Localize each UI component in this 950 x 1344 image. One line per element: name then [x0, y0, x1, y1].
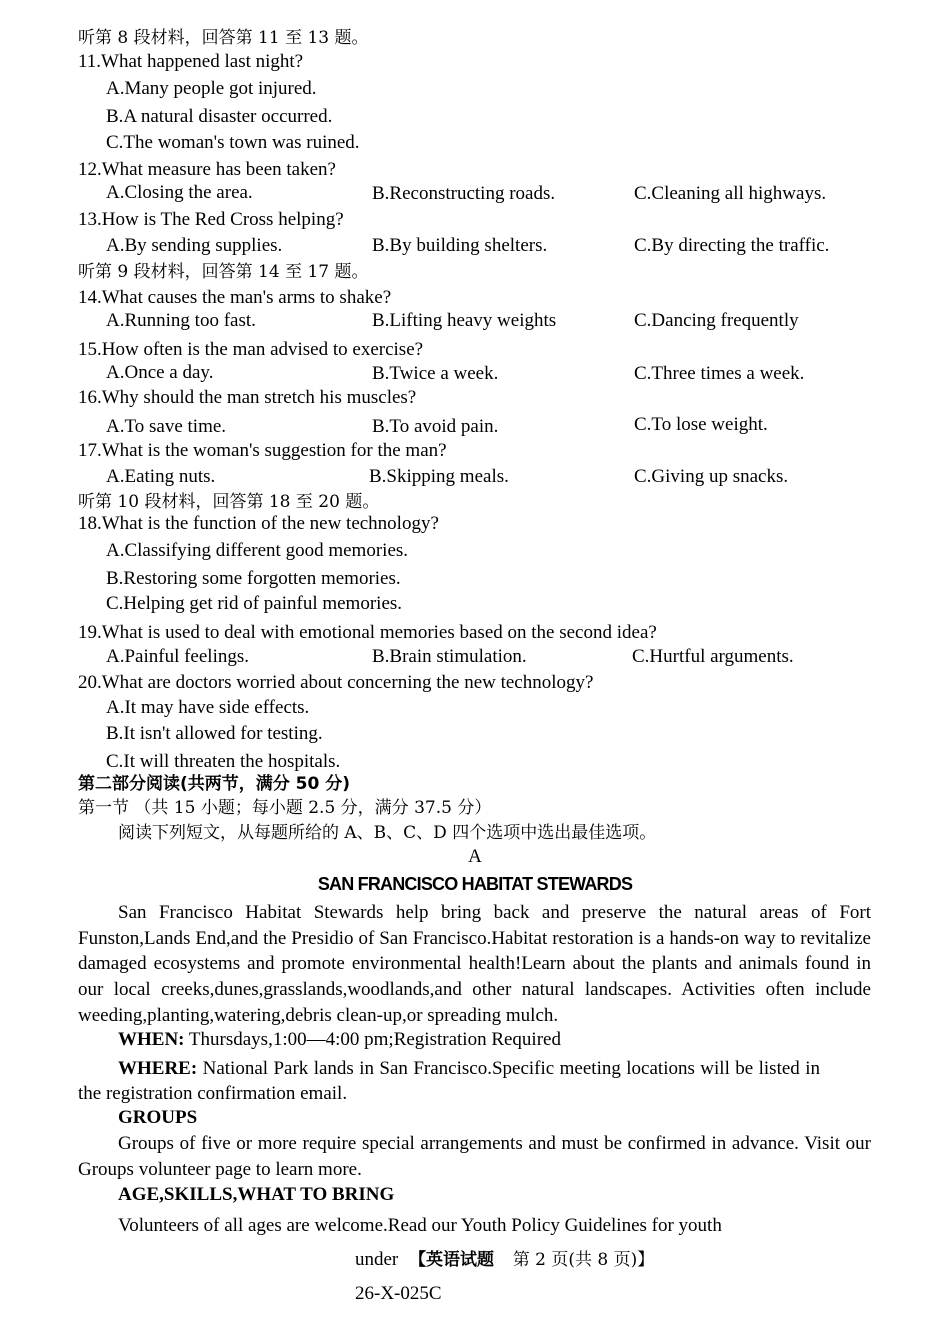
- question-13-option-c: C.By directing the traffic.: [634, 235, 830, 256]
- question-17-stem: 17.What is the woman's suggestion for the man?: [78, 440, 447, 461]
- question-12-option-a: A.Closing the area.: [106, 182, 253, 203]
- page-footer: [355, 1248, 654, 1272]
- passage-title: SAN FRANCISCO HABITAT STEWARDS: [317, 874, 633, 894]
- groups-heading: GROUPS: [118, 1107, 198, 1128]
- question-19-stem: 19.What is used to deal with emotional memories based on the second idea?: [78, 622, 657, 643]
- section-1-title: 第一节 （共 15 小题；每小题 2.5 分，满分 37.5 分）: [78, 798, 492, 818]
- question-11-stem: 11.What happened last night?: [78, 51, 304, 72]
- question-14-option-c: C.Dancing frequently: [634, 310, 799, 331]
- age-skills-paragraph: Volunteers of all ages are welcome.Read our Youth Policy Guidelines for youth: [118, 1215, 722, 1236]
- where-paragraph: [78, 1056, 820, 1106]
- question-18-option-a: A.Classifying different good memories.: [106, 540, 409, 561]
- intro-paragraph: San Francisco Habitat Stewards help bring back and preserve the natural areas of Fort Funston,Lands End,and the Presidio of San Francisco.Habitat restoration is a hands-on way to revitalize damaged ecosystems and promote environmental health!Learn about the plants and animals found in our local creeks,dunes,grasslands,woodlands,and other natural landscapes. Activities often include weeding,planting,watering,debris clean-up,or spreading mulch.: [78, 902, 871, 1026]
- question-18-stem: 18.What is the function of the new technology?: [78, 513, 439, 534]
- question-20-option-a: A.It may have side effects.: [106, 697, 310, 718]
- question-20-stem: 20.What are doctors worried about concerning the new technology?: [78, 672, 594, 693]
- where-label: WHERE:: [118, 1058, 198, 1079]
- reading-instruction: 阅读下列短文，从每题所给的 A、B、C、D 四个选项中选出最佳选项。: [118, 823, 657, 843]
- where-text: National Park lands in San Francisco.Specific meeting locations will be listed in the registration confirmation email.: [78, 1058, 820, 1104]
- footer-under: under: [355, 1249, 399, 1270]
- question-16-stem: 16.Why should the man stretch his muscles?: [78, 387, 417, 408]
- question-12-option-c: C.Cleaning all highways.: [634, 183, 827, 204]
- question-19-option-c: C.Hurtful arguments.: [632, 646, 794, 667]
- section-9-header: 听第 9 段材料，回答第 14 至 17 题。: [78, 262, 369, 282]
- question-14-option-b: B.Lifting heavy weights: [372, 310, 557, 331]
- footer-page-number: 第 2 页(共 8 页)】: [512, 1250, 655, 1270]
- question-17-option-a: A.Eating nuts.: [106, 466, 216, 487]
- question-15-option-b: B.Twice a week.: [372, 363, 499, 384]
- when-line: [118, 1028, 561, 1052]
- question-17-option-c: C.Giving up snacks.: [634, 466, 789, 487]
- footer-subject: 【英语试题: [409, 1250, 495, 1270]
- question-18-option-b: B.Restoring some forgotten memories.: [106, 568, 401, 589]
- question-12-option-b: B.Reconstructing roads.: [372, 183, 556, 204]
- question-14-option-a: A.Running too fast.: [106, 310, 256, 331]
- question-12-stem: 12.What measure has been taken?: [78, 159, 336, 180]
- question-13-option-a: A.By sending supplies.: [106, 235, 283, 256]
- question-16-option-a: A.To save time.: [106, 416, 227, 437]
- question-16-option-b: B.To avoid pain.: [372, 416, 499, 437]
- question-16-option-c: C.To lose weight.: [634, 414, 768, 435]
- section-10-header: 听第 10 段材料，回答第 18 至 20 题。: [78, 492, 380, 512]
- footer-code: 26-X-025C: [355, 1283, 442, 1304]
- passage-letter: A: [468, 846, 482, 867]
- question-20-option-c: C.It will threaten the hospitals.: [106, 751, 341, 772]
- question-13-option-b: B.By building shelters.: [372, 235, 548, 256]
- question-20-option-b: B.It isn't allowed for testing.: [106, 723, 323, 744]
- when-text: Thursdays,1:00—4:00 pm;Registration Required: [188, 1029, 561, 1050]
- age-skills-heading: AGE,SKILLS,WHAT TO BRING: [118, 1184, 395, 1205]
- question-11-option-a: A.Many people got injured.: [106, 78, 317, 99]
- question-13-stem: 13.How is The Red Cross helping?: [78, 209, 344, 230]
- question-15-option-c: C.Three times a week.: [634, 363, 805, 384]
- question-19-option-a: A.Painful feelings.: [106, 646, 250, 667]
- question-11-option-b: B.A natural disaster occurred.: [106, 106, 333, 127]
- section-8-header: 听第 8 段材料，回答第 11 至 13 题。: [78, 28, 369, 48]
- question-15-stem: 15.How often is the man advised to exercise?: [78, 339, 424, 360]
- question-18-option-c: C.Helping get rid of painful memories.: [106, 593, 403, 614]
- question-17-option-b: B.Skipping meals.: [369, 466, 509, 487]
- groups-paragraph: Groups of five or more require special arrangements and must be confirmed in advance. Visit our Groups volunteer page to learn more.: [78, 1133, 871, 1180]
- part-2-title: 第二部分阅读(共两节，满分 50 分): [78, 774, 351, 794]
- question-14-stem: 14.What causes the man's arms to shake?: [78, 287, 392, 308]
- when-label: WHEN:: [118, 1029, 185, 1050]
- question-19-option-b: B.Brain stimulation.: [372, 646, 527, 667]
- question-15-option-a: A.Once a day.: [106, 362, 214, 383]
- question-11-option-c: C.The woman's town was ruined.: [106, 132, 360, 153]
